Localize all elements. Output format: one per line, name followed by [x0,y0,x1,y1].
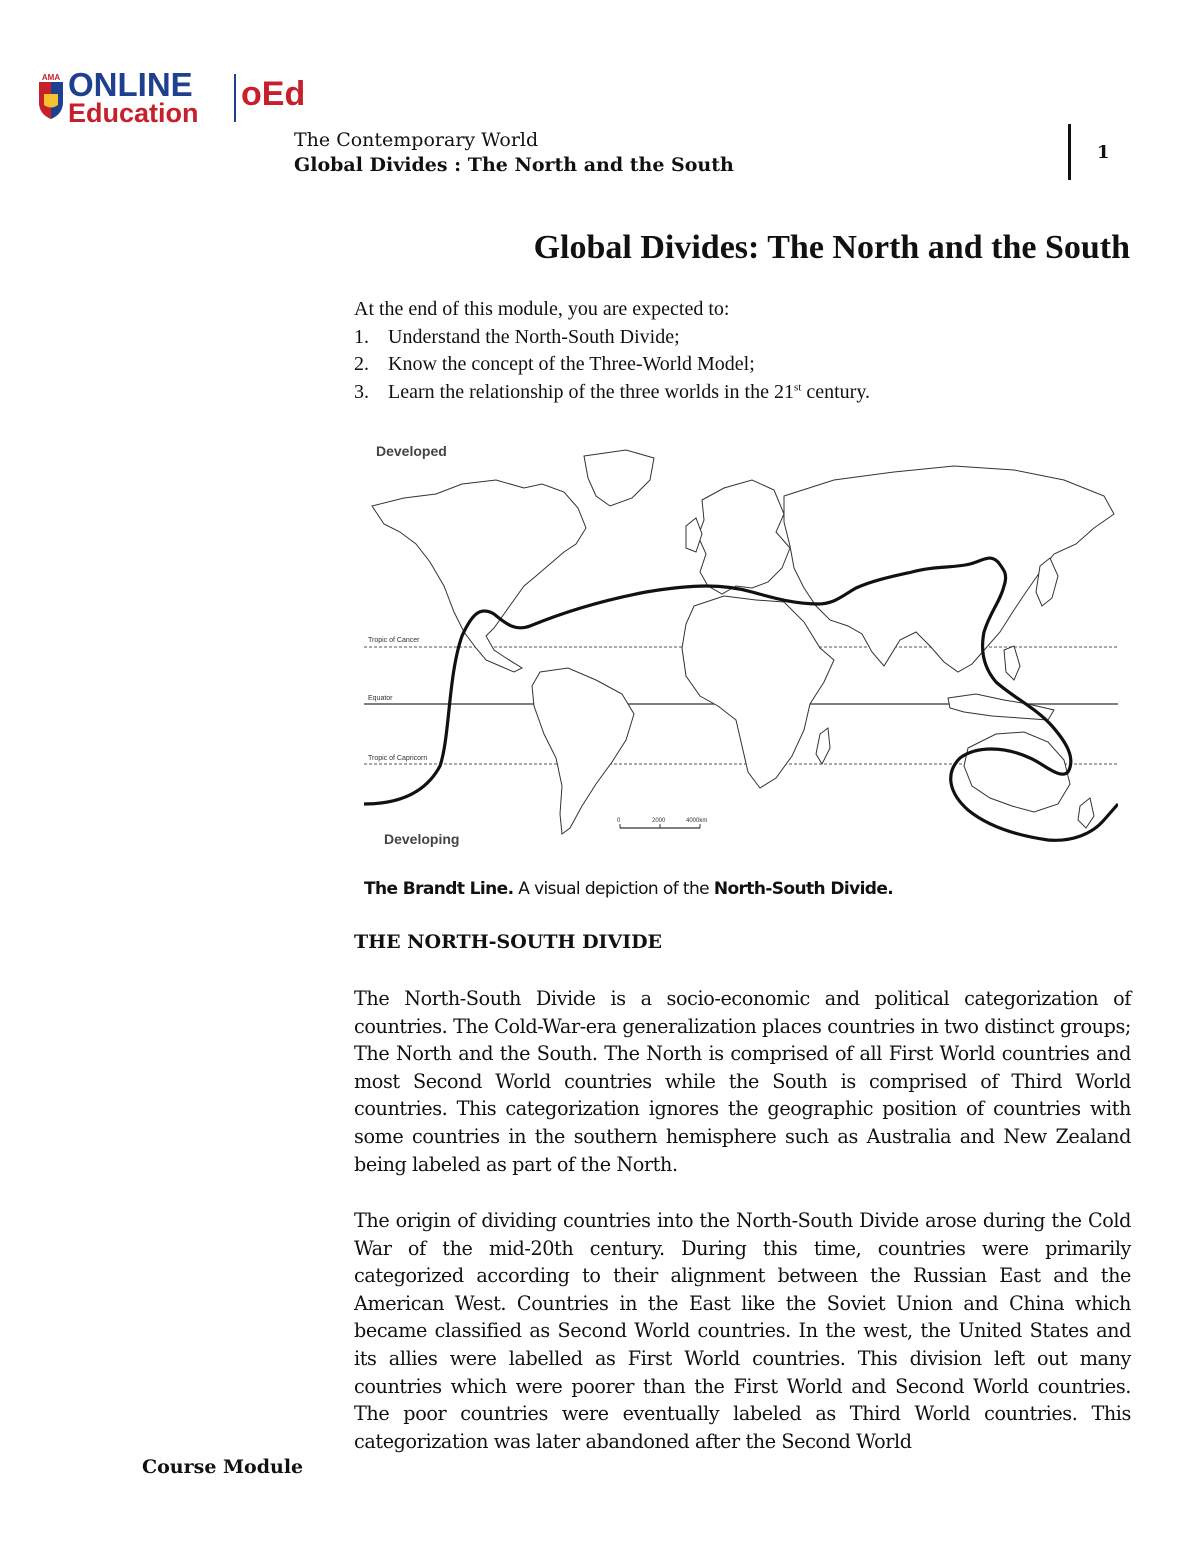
caption-rest [513,879,893,899]
module-subtitle: Global Divides : The North and the South [294,154,734,176]
objective-item [354,324,1134,352]
footer-course-module: Course Module [142,1456,304,1478]
objectives-intro: At the end of this module, you are expected to: [354,298,730,320]
scale-label: 4000km [686,818,708,824]
brandt-line-map [364,436,1118,862]
label-developed: Developed [376,443,447,459]
header-rule [1068,124,1071,180]
objective-number: 2. [354,353,369,375]
caption-bold: The Brandt Line. [364,879,514,899]
label-tropic-cancer: Tropic of Cancer [368,637,420,644]
label-equator: Equator [368,695,393,702]
objective-text-part: century. [801,380,871,403]
page-number: 1 [1097,142,1110,163]
objective-text: Know the concept of the Three-World Model; [388,353,755,375]
learning-objectives [354,296,1134,406]
caption-rest-bold: North-South Divide. [713,879,894,899]
objective-text-part: Learn the relationship of the three worlds in the 21 [388,380,794,403]
paragraph: The North-South Divide is a socio-economic and political categorization of countries. The Cold-War-era generalization places countries in two distinct groups; The North and the South. The North is comprised of all First World countries and most Second World countries while the South is comprised of Third World countries. This categorization ignores the geographic position of countries with some countries in the southern hemisphere such as Australia and New Zealand being labeled as part of the North. [354,987,1131,1176]
scale-label: 0 [617,818,621,824]
page-title: Global Divides: The North and the South [533,229,1130,266]
paragraph: The origin of dividing countries into the North-South Divide arose during the Cold War of the mid-20th century. During this time, countries were primarily categorized according to their alignment between the Russian East and the American West. Countries in the East like the Soviet Union and China which became classified as Second World countries. In the west, the United States and its allies were labelled as First World countries. This division left out many countries which were poorer than the First World and Second World countries. The poor countries were eventually labeled as Third World countries. This categorization was later abandoned after the Second World [354,1209,1131,1453]
label-developing: Developing [384,831,460,847]
caption-rest-text: A visual depiction of the [513,879,714,899]
logo-oed-text: oEd [241,75,306,113]
crest-icon [36,72,66,120]
course-name: The Contemporary World [294,129,539,151]
logo-online-text: ONLINE [68,66,193,103]
logo-education-text: Education [68,98,199,128]
page-header [294,128,734,178]
objective-item [354,351,1134,379]
scale-label: 2000 [652,818,666,824]
section-heading: THE NORTH-SOUTH DIVIDE [354,931,663,953]
objectives-list [354,324,1134,407]
objective-text: Understand the North-South Divide; [388,325,680,348]
map-caption [364,879,893,899]
ordinal-suffix: st [794,380,802,393]
crest-text: AMA [41,73,61,82]
label-tropic-capricorn: Tropic of Capricorn [368,755,428,762]
objective-number: 3. [354,380,369,403]
logo-divider [234,74,236,122]
objective-text [388,379,870,407]
oed-logo [36,66,306,128]
objective-item [354,379,1134,407]
objective-number: 1. [354,325,369,348]
